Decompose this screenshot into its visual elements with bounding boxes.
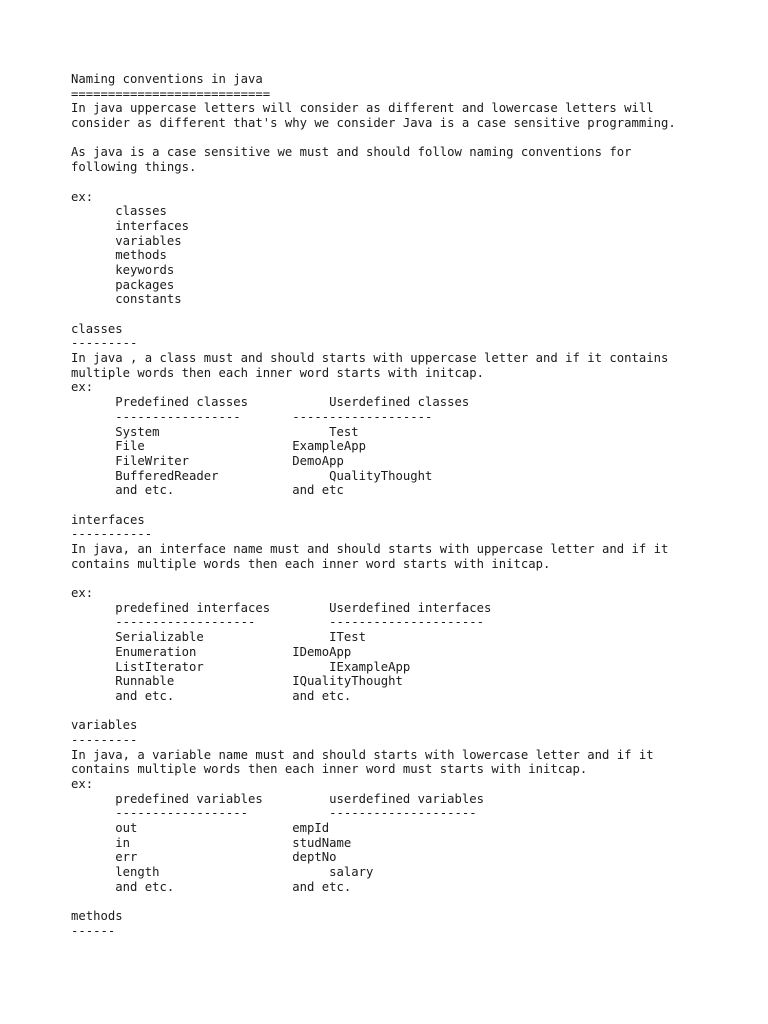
text-line: In java , a class must and should starts with uppercase letter and if it contains [71, 351, 669, 366]
text-line: contains multiple words then each inner word starts with initcap. [71, 556, 551, 571]
text-line: classes [71, 204, 167, 219]
text-line: classes [71, 321, 123, 336]
text-line: In java, an interface name must and should starts with uppercase letter and if it [71, 542, 669, 556]
text-line: BufferedReader QualityThought [71, 468, 433, 483]
text-line: packages [71, 277, 175, 292]
text-line: predefined variables userdefined variables [71, 791, 485, 806]
text-line: ------------------ -------------------- [71, 806, 477, 821]
document-text [71, 72, 676, 939]
text-line: and etc. and etc. [71, 879, 352, 894]
text-line: Enumeration IDemoApp [71, 644, 352, 659]
text-line: and etc. and etc. [71, 688, 352, 703]
text-line: ex: [71, 777, 94, 791]
text-line: variables [71, 233, 182, 248]
text-line: ListIterator IExampleApp [71, 659, 411, 674]
text-line: length salary [71, 865, 374, 880]
text-line: in studName [71, 835, 352, 850]
text-line: contains multiple words then each inner word must starts with initcap. [71, 762, 588, 777]
text-line: ex: [71, 586, 94, 601]
text-line: ------ [71, 923, 116, 938]
text-line: --------- [71, 336, 138, 351]
blank-line [71, 498, 676, 513]
text-line: FileWriter DemoApp [71, 453, 344, 468]
text-line: ----------------- ------------------- [71, 409, 433, 424]
text-line: methods [71, 909, 123, 924]
blank-line [71, 175, 676, 190]
text-line: As java is a case sensitive we must and should follow naming conventions for [71, 145, 632, 160]
text-line: Runnable IQualityThought [71, 674, 403, 689]
text-line: multiple words then each inner word starts with initcap. [71, 365, 485, 380]
text-line: ex: [71, 189, 94, 204]
text-line: and etc. and etc [71, 483, 344, 498]
blank-line [71, 131, 676, 146]
text-line: ----------- [71, 527, 153, 542]
blank-line [71, 307, 676, 322]
text-line: In java, a variable name must and should starts with lowercase letter and if it [71, 747, 654, 762]
text-line: predefined interfaces Userdefined interfaces [71, 600, 492, 615]
text-line: File ExampleApp [71, 439, 367, 454]
text-line: keywords [71, 262, 175, 277]
blank-line [71, 571, 676, 586]
text-line: consider as different that's why we consider Java is a case sensitive programming. [71, 116, 676, 131]
text-line: out empId [71, 821, 330, 836]
text-line: Predefined classes Userdefined classes [71, 395, 470, 410]
text-line: methods [71, 248, 167, 263]
text-line: --------- [71, 732, 138, 747]
text-line: interfaces [71, 512, 145, 527]
text-line: System Test [71, 424, 359, 439]
text-line: constants [71, 292, 182, 307]
text-line: ------------------- --------------------- [71, 615, 485, 630]
text-line: ex: [71, 380, 94, 395]
text-line: err deptNo [71, 850, 337, 865]
text-line: Naming conventions in java [71, 72, 263, 86]
text-line: In java uppercase letters will consider as different and lowercase letters will [71, 101, 654, 116]
blank-line [71, 895, 676, 910]
text-line: =========================== [71, 86, 271, 101]
text-line: variables [71, 718, 138, 733]
text-line: following things. [71, 160, 197, 175]
text-line: interfaces [71, 218, 190, 233]
blank-line [71, 704, 676, 719]
text-line: Serializable ITest [71, 630, 367, 645]
